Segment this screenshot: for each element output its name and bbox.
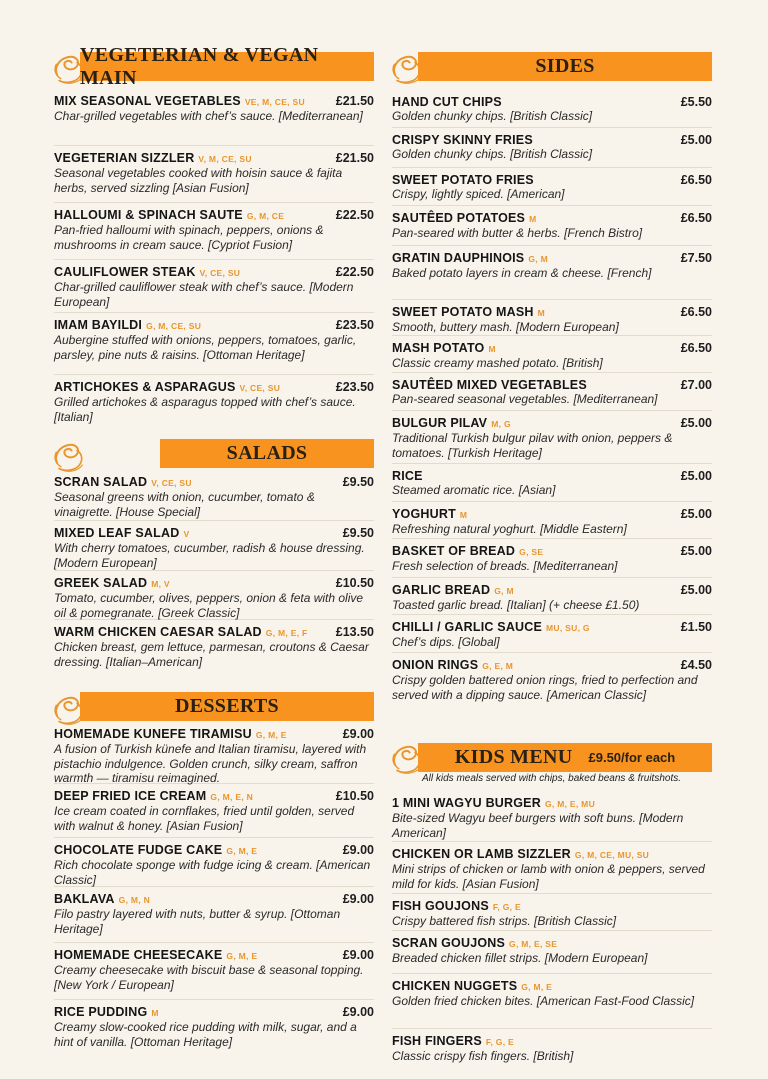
menu-item — [54, 318, 374, 375]
allergen-codes: G, M, E, N — [210, 792, 254, 802]
allergen-codes: MU, SU, G — [546, 623, 590, 633]
item-title: IMAM BAYILDI — [54, 318, 143, 332]
item-price: £9.00 — [342, 948, 374, 962]
item-title: SCRAN SALAD — [54, 475, 148, 489]
item-description: Creamy slow-cooked rice pudding with milk, sugar, and a hint of vanilla. [Ottoman Heritage] — [54, 1020, 357, 1049]
menu-item — [392, 658, 712, 702]
item-title: GARLIC BREAD — [392, 583, 491, 597]
item-name — [54, 151, 374, 166]
allergen-codes: F, G, E — [492, 902, 521, 912]
menu-item — [392, 1034, 712, 1064]
menu-item — [392, 133, 712, 168]
item-name — [392, 796, 712, 811]
item-description: Fresh selection of breads. [Mediterranean] — [392, 559, 618, 573]
allergen-codes: M, G — [491, 419, 511, 429]
item-name — [54, 948, 374, 963]
item-description: Creamy cheesecake with biscuit base & seasonal topping. [New York / European] — [54, 963, 364, 992]
item-price: £9.50 — [342, 526, 374, 540]
allergen-codes: G, M, E — [226, 846, 258, 856]
menu-item — [392, 583, 712, 615]
allergen-codes: V, CE, SU — [199, 268, 241, 278]
item-description: Refreshing natural yoghurt. [Middle Eastern] — [392, 522, 627, 536]
item-name — [392, 899, 712, 914]
item-description: Bite-sized Wagyu beef burgers with soft buns. [Modern American] — [392, 811, 684, 840]
item-description: Classic crispy fish fingers. [British] — [392, 1049, 574, 1063]
item-description: Grilled artichokes & asparagus topped with chef’s sauce. [Italian] — [54, 395, 356, 424]
item-name — [392, 583, 712, 598]
item-price: £22.50 — [335, 265, 374, 279]
item-description: Pan-seared with butter & herbs. [French Bistro] — [392, 226, 643, 240]
allergen-codes: V, CE, SU — [151, 478, 192, 488]
item-title: BASKET OF BREAD — [392, 544, 516, 558]
item-name — [54, 94, 374, 109]
allergen-codes: G, M, E, F — [265, 628, 308, 638]
item-title: HOMEMADE CHEESECAKE — [54, 948, 223, 962]
item-name — [392, 378, 712, 392]
menu-item — [54, 208, 374, 260]
menu-item — [54, 576, 374, 620]
item-name — [392, 251, 712, 266]
menu-item — [392, 507, 712, 539]
section-banner-desserts — [80, 692, 374, 721]
menu-item — [54, 727, 374, 784]
menu-item — [392, 95, 712, 128]
item-price: £6.50 — [680, 173, 712, 187]
item-title: SAUTÊED POTATOES — [392, 211, 526, 225]
menu-item — [54, 1005, 374, 1049]
item-title: YOGHURT — [392, 507, 456, 521]
item-price: £9.00 — [342, 892, 374, 906]
item-description: Golden chunky chips. [British Classic] — [392, 109, 593, 123]
item-name — [392, 658, 712, 673]
item-name — [54, 208, 374, 223]
allergen-codes: G, SE — [519, 547, 544, 557]
allergen-codes: M — [151, 1008, 159, 1018]
allergen-codes: G, M, CE — [246, 211, 285, 221]
item-price: £10.50 — [335, 576, 374, 590]
section-banner-kids — [418, 743, 712, 772]
allergen-codes: M — [488, 344, 496, 354]
item-price: £4.50 — [680, 658, 712, 672]
item-price: £21.50 — [335, 94, 374, 108]
item-title: SWEET POTATO FRIES — [392, 173, 534, 187]
item-price: £23.50 — [335, 318, 374, 332]
item-title: MASH POTATO — [392, 341, 485, 355]
item-description: With cherry tomatoes, cucumber, radish & house dressing. [Modern European] — [54, 541, 365, 570]
menu-item — [392, 796, 712, 842]
item-name — [54, 576, 374, 591]
item-title: SWEET POTATO MASH — [392, 305, 534, 319]
item-description: Aubergine stuffed with onions, peppers, tomatoes, garlic, parsley, pine nuts & raisins. [Ottoman Heritage] — [54, 333, 357, 362]
kids-note: All kids meals served with chips, baked beans & fruitshots. — [422, 773, 682, 784]
item-name — [392, 847, 712, 862]
item-price: £5.00 — [680, 544, 712, 558]
item-price: £5.00 — [680, 133, 712, 147]
allergen-codes: G, E, M — [482, 661, 514, 671]
allergen-codes: M — [529, 214, 537, 224]
item-price: £9.00 — [342, 843, 374, 857]
item-title: HOMEMADE KUNEFE TIRAMISU — [54, 727, 252, 741]
item-price: £6.50 — [680, 305, 712, 319]
swirl-logo-icon — [50, 436, 86, 474]
allergen-codes: G, M — [528, 254, 548, 264]
item-description: Pan-fried halloumi with spinach, peppers, onions & mushrooms in cream sauce. [Cypriot Fusion] — [54, 223, 324, 252]
item-name — [392, 507, 712, 522]
item-title: DEEP FRIED ICE CREAM — [54, 789, 207, 803]
item-title: CHOCOLATE FUDGE CAKE — [54, 843, 223, 857]
item-description: Toasted garlic bread. [Italian] (+ cheese £1.50) — [392, 598, 640, 612]
item-description: Mini strips of chicken or lamb with onion & peppers, served mild for kids. [Asian Fusion] — [392, 862, 705, 891]
item-name — [54, 1005, 374, 1020]
item-title: CHILLI / GARLIC SAUCE — [392, 620, 543, 634]
item-price: £23.50 — [335, 380, 374, 394]
allergen-codes: VE, M, CE, SU — [244, 97, 305, 107]
item-name — [54, 380, 374, 395]
kids-price: £9.50/for each — [588, 750, 676, 765]
item-description: Golden fried chicken bites. [American Fast-Food Classic] — [392, 994, 695, 1008]
item-name — [392, 620, 712, 635]
item-name — [392, 211, 712, 226]
item-name — [392, 544, 712, 559]
item-title: CHICKEN NUGGETS — [392, 979, 518, 993]
allergen-codes: V, CE, SU — [239, 383, 281, 393]
menu-item — [54, 526, 374, 571]
menu-item — [54, 475, 374, 521]
item-price: £9.50 — [342, 475, 374, 489]
item-price: £22.50 — [335, 208, 374, 222]
item-title: CAULIFLOWER STEAK — [54, 265, 196, 279]
item-name — [54, 475, 374, 490]
allergen-codes: G, M, CE, SU — [146, 321, 202, 331]
menu-item — [392, 979, 712, 1029]
allergen-codes: G, M — [494, 586, 514, 596]
item-name — [392, 1034, 712, 1049]
item-description: Pan-seared seasonal vegetables. [Mediterranean] — [392, 392, 658, 406]
item-name — [54, 625, 374, 640]
section-banner-veg — [80, 43, 374, 89]
item-description: Crispy battered fish strips. [British Classic] — [392, 914, 617, 928]
item-description: Tomato, cucumber, olives, peppers, onion & feta with olive oil & pomegranate. [Greek Classic] — [54, 591, 364, 620]
item-name — [392, 979, 712, 994]
item-title: GRATIN DAUPHINOIS — [392, 251, 525, 265]
item-title: MIX SEASONAL VEGETABLES — [54, 94, 241, 108]
menu-item — [54, 94, 374, 146]
item-description: Traditional Turkish bulgur pilav with onion, peppers & tomatoes. [Turkish Heritage] — [392, 431, 673, 460]
item-description: Chef’s dips. [Global] — [392, 635, 500, 649]
menu-item — [392, 341, 712, 373]
item-description: Char-grilled vegetables with chef’s sauce. [Mediterranean] — [54, 109, 363, 123]
menu-item — [54, 625, 374, 669]
item-name — [54, 318, 374, 333]
item-title: FISH FINGERS — [392, 1034, 482, 1048]
item-description: Rich chocolate sponge with fudge icing & cream. [American Classic] — [54, 858, 371, 887]
item-title: VEGETERIAN SIZZLER — [54, 151, 195, 165]
item-title: CHICKEN OR LAMB SIZZLER — [392, 847, 571, 861]
menu-item — [392, 173, 712, 206]
item-name — [54, 265, 374, 280]
allergen-codes: F, G, E — [485, 1037, 514, 1047]
menu-item — [392, 469, 712, 502]
item-title: BAKLAVA — [54, 892, 115, 906]
menu-item — [392, 416, 712, 464]
menu-item — [392, 251, 712, 300]
item-price: £13.50 — [335, 625, 374, 639]
item-description: Classic creamy mashed potato. [British] — [392, 356, 603, 370]
allergen-codes: G, M, N — [118, 895, 151, 905]
item-price: £5.00 — [680, 507, 712, 521]
item-title: MIXED LEAF SALAD — [54, 526, 180, 540]
allergen-codes: G, M, E — [521, 982, 553, 992]
item-price: £6.50 — [680, 341, 712, 355]
menu-item — [392, 378, 712, 411]
item-title: SAUTÊED MIXED VEGETABLES — [392, 378, 587, 392]
section-title: DESSERTS — [175, 695, 279, 717]
menu-item — [392, 936, 712, 974]
menu-item — [392, 544, 712, 578]
item-price: £7.00 — [680, 378, 712, 392]
item-price: £6.50 — [680, 211, 712, 225]
item-title: HAND CUT CHIPS — [392, 95, 502, 109]
item-price: £7.50 — [680, 251, 712, 265]
item-title: BULGUR PILAV — [392, 416, 488, 430]
menu-item — [392, 899, 712, 931]
menu-item — [392, 847, 712, 894]
menu-item — [54, 151, 374, 203]
item-description: Ice cream coated in cornflakes, fried until golden, served with walnut & honey. [Asian Fusion] — [54, 804, 355, 833]
allergen-codes: G, M, E — [255, 730, 287, 740]
item-description: Crispy, lightly spiced. [American] — [392, 187, 565, 201]
item-title: HALLOUMI & SPINACH SAUTE — [54, 208, 243, 222]
item-title: GREEK SALAD — [54, 576, 148, 590]
item-name — [54, 727, 374, 742]
menu-item — [392, 211, 712, 246]
allergen-codes: M — [459, 510, 468, 520]
section-title: SIDES — [535, 55, 595, 77]
item-description: Char-grilled cauliflower steak with chef’s sauce. [Modern European] — [54, 280, 354, 309]
allergen-codes: G, M, E, MU — [544, 799, 596, 809]
item-description: Steamed aromatic rice. [Asian] — [392, 483, 556, 497]
item-name — [54, 526, 374, 541]
item-price: £9.00 — [342, 727, 374, 741]
menu-item — [392, 620, 712, 653]
section-title: KIDS MENU — [454, 746, 573, 768]
item-title: RICE PUDDING — [54, 1005, 148, 1019]
item-price: £10.50 — [335, 789, 374, 803]
item-price: £1.50 — [680, 620, 712, 634]
item-name — [392, 173, 712, 187]
item-title: CRISPY SKINNY FRIES — [392, 133, 533, 147]
item-description: Breaded chicken fillet strips. [Modern European] — [392, 951, 648, 965]
item-price: £21.50 — [335, 151, 374, 165]
item-title: ONION RINGS — [392, 658, 479, 672]
item-price: £5.50 — [680, 95, 712, 109]
item-price: £5.00 — [680, 583, 712, 597]
item-description: Filo pastry layered with nuts, butter & syrup. [Ottoman Heritage] — [54, 907, 341, 936]
item-name — [392, 469, 712, 483]
allergen-codes: M, V — [151, 579, 170, 589]
item-title: SCRAN GOUJONS — [392, 936, 506, 950]
section-banner-sides — [418, 52, 712, 81]
allergen-codes: V, M, CE, SU — [198, 154, 252, 164]
item-title: FISH GOUJONS — [392, 899, 489, 913]
allergen-codes: G, M, CE, MU, SU — [574, 850, 650, 860]
item-name — [392, 133, 712, 147]
item-name — [54, 843, 374, 858]
item-description: Chicken breast, gem lettuce, parmesan, croutons & Caesar dressing. [Italian–American] — [54, 640, 369, 669]
menu-item — [54, 843, 374, 887]
allergen-codes: G, M, E, SE — [509, 939, 558, 949]
item-description: Seasonal vegetables cooked with hoisin sauce & fajita herbs, served sizzling [Asian Fusion] — [54, 166, 343, 195]
menu-item — [54, 265, 374, 313]
item-name — [392, 416, 712, 431]
section-title: SALADS — [226, 442, 308, 464]
item-description: A fusion of Turkish künefe and Italian tiramisu, layered with pistachio indulgence. Golden crunch, silky cream, saffron warmth — tiramisu reimagined. — [54, 742, 367, 785]
allergen-codes: V — [183, 529, 190, 539]
item-description: Golden chunky chips. [British Classic] — [392, 147, 593, 161]
item-name — [54, 789, 374, 804]
allergen-codes: M — [537, 308, 545, 318]
section-title: VEGETERIAN & VEGAN MAIN — [80, 43, 319, 89]
item-price: £5.00 — [680, 469, 712, 483]
allergen-codes: G, M, E — [226, 951, 258, 961]
item-price: £9.00 — [342, 1005, 374, 1019]
item-title: ARTICHOKES & ASPARAGUS — [54, 380, 236, 394]
item-description: Smooth, buttery mash. [Modern European] — [392, 320, 619, 334]
item-price: £5.00 — [680, 416, 712, 430]
item-description: Baked potato layers in cream & cheese. [French] — [392, 266, 652, 280]
item-name — [54, 892, 374, 907]
item-name — [392, 936, 712, 951]
menu-item — [392, 305, 712, 336]
item-name — [392, 305, 712, 320]
menu-item — [54, 789, 374, 838]
menu-item — [54, 948, 374, 1000]
menu-item — [54, 892, 374, 943]
item-description: Crispy golden battered onion rings, fried to perfection and served with a dipping sauce. [American Classic] — [392, 673, 698, 702]
item-title: RICE — [392, 469, 423, 483]
item-name — [392, 95, 712, 109]
item-title: 1 MINI WAGYU BURGER — [392, 796, 541, 810]
item-description: Seasonal greens with onion, cucumber, tomato & vinaigrette. [House Special] — [54, 490, 315, 519]
item-title: WARM CHICKEN CAESAR SALAD — [54, 625, 262, 639]
item-name — [392, 341, 712, 356]
menu-item — [54, 380, 374, 424]
section-banner-salads — [160, 439, 374, 468]
